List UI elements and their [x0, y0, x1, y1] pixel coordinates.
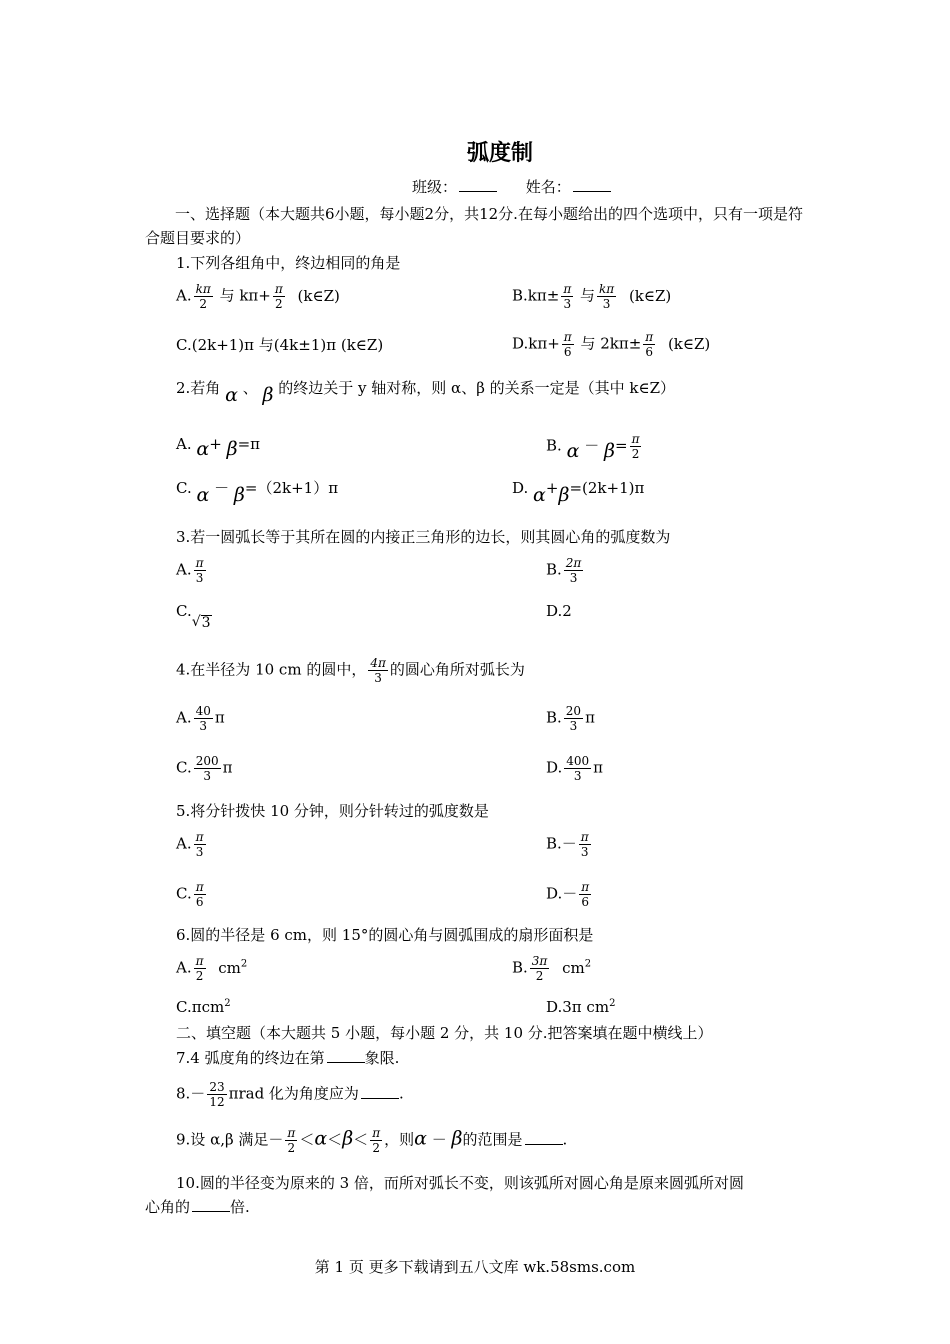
fraction-kpi-2: $\frac{k\pi}{2}$ [195, 282, 211, 311]
q5-option-d[interactable]: D.－ $\frac{\pi}{6}$ [546, 880, 590, 909]
q1-option-c[interactable]: C.(2k+1)π 与(4k±1)π (k∈Z) [176, 336, 384, 354]
name-label: 姓名： [525, 178, 571, 196]
q5-option-c[interactable]: C. $\frac{\pi}{6}$ [176, 880, 204, 909]
fraction-pi-6: $\frac{\pi}{6}$ [563, 330, 572, 359]
section-1-heading: 一、选择题（本大题共6小题，每小题2分，共12分.在每小题给出的四个选项中，只有一项是符合题目要求的） [145, 205, 803, 247]
q4-option-a[interactable]: A. $\frac{40}{3}$ π [176, 704, 225, 733]
fraction-pi-2: $\frac{\pi}{2}$ [631, 432, 640, 461]
q6-option-b[interactable]: B. $\frac{3\pi}{2}$ $cm^2$ [512, 954, 592, 983]
q1-option-a[interactable]: A. $\frac{k\pi}{2}$ 与 kπ+ $\frac{\pi}{2}$ (k∈Z) [176, 282, 340, 311]
q3-option-b[interactable]: B. $\frac{2\pi}{3}$ [546, 556, 582, 585]
q7-blank[interactable] [327, 1048, 365, 1063]
section-2-heading: 二、填空题（本大题共 5 小题，每小题 2 分，共 10 分.把答案填在题中横线上） [176, 1024, 713, 1042]
q3-option-d[interactable]: D.2 [546, 602, 572, 620]
sqrt-3: √ 3 [191, 614, 211, 631]
fraction-kpi-3: $\frac{k\pi}{3}$ [599, 282, 615, 311]
q10-line2: 心角的 倍. [145, 1198, 250, 1216]
page-footer: 第 1 页 更多下载请到五八文库 wk.58sms.com [314, 1258, 636, 1276]
beta-symbol: β [262, 384, 274, 406]
fraction-pi-6: $\frac{\pi}{6}$ [645, 330, 654, 359]
q2-option-d[interactable]: D. α+β=(2k+1)π [512, 479, 645, 506]
q6-option-a[interactable]: A. $\frac{\pi}{2}$ $cm^2$ [176, 954, 248, 983]
q8-blank[interactable] [361, 1084, 399, 1099]
q3-option-c[interactable]: C. √ 3 [176, 602, 211, 631]
q6-option-d[interactable]: D.3π $cm^2$ [546, 998, 616, 1016]
q1-option-b[interactable]: B.kπ± $\frac{\pi}{3}$ 与 $\frac{k\pi}{3}$ (k∈Z) [512, 282, 672, 311]
q10-line1: 10.圆的半径变为原来的 3 倍，而所对弧长不变，则该弧所对圆心角是原来圆弧所对圆 [176, 1174, 744, 1192]
q5-option-a[interactable]: A. $\frac{\pi}{3}$ [176, 830, 204, 859]
q4-option-d[interactable]: D. $\frac{400}{3}$ π [546, 754, 604, 783]
q2-option-b[interactable]: B. α － β= $\frac{\pi}{2}$ [546, 432, 640, 462]
q6-option-c[interactable]: C.πcm$^2$ [176, 998, 231, 1016]
q2-stem: 2.若角 α 、 β 的终边关于 y 轴对称，则 α、β 的关系一定是（其中 k∈Z） [176, 379, 676, 406]
q6-stem: 6.圆的半径是 6 cm，则 15°的圆心角与圆弧围成的扇形面积是 [176, 926, 594, 944]
page-title: 弧度制 [466, 141, 533, 166]
q2-option-c[interactable]: C. α － β=（2k+1）π [176, 479, 339, 506]
q4-option-b[interactable]: B. $\frac{20}{3}$ π [546, 704, 595, 733]
q8: 8.－ $\frac{23}{12}$ πrad 化为角度应为 . [176, 1080, 404, 1109]
fraction-pi-2: $\frac{\pi}{2}$ [274, 282, 283, 311]
q1-a-label: A. [176, 286, 192, 305]
q5-stem: 5.将分针拨快 10 分钟，则分针转过的弧度数是 [176, 802, 489, 820]
q9: 9.设 α,β 满足－ $\frac{\pi}{2}$ ＜α＜β＜ $\frac{\pi}{2}$ ，则α － β的范围是 . [176, 1126, 568, 1155]
q3-option-a[interactable]: A. $\frac{\pi}{3}$ [176, 556, 204, 585]
q1-option-d[interactable]: D.kπ+ $\frac{\pi}{6}$ 与 2kπ± $\frac{\pi}{6}$ (k∈Z) [512, 330, 711, 359]
q1-stem: 1.下列各组角中，终边相同的角是 [176, 254, 401, 272]
q9-blank[interactable] [525, 1130, 563, 1145]
q10-blank[interactable] [192, 1197, 230, 1212]
q2-option-a[interactable]: A. α+ β=π [176, 435, 261, 460]
q4-stem: 4.在半径为 10 cm 的圆中， $\frac{4\pi}{3}$ 的圆心角所对弧长为 [176, 656, 525, 685]
fraction-pi-3: $\frac{\pi}{3}$ [563, 282, 572, 311]
q7: 7.4 弧度角的终边在第 象限. [176, 1049, 400, 1067]
class-label: 班级： [412, 178, 458, 196]
class-blank[interactable] [459, 177, 497, 192]
alpha-symbol: α [225, 384, 238, 406]
name-blank[interactable] [573, 177, 611, 192]
q4-option-c[interactable]: C. $\frac{200}{3}$ π [176, 754, 233, 783]
q5-option-b[interactable]: B.－ $\frac{\pi}{3}$ [546, 830, 589, 859]
class-name-line [412, 176, 611, 197]
q3-stem: 3.若一圆弧长等于其所在圆的内接正三角形的边长，则其圆心角的弧度数为 [176, 528, 671, 546]
